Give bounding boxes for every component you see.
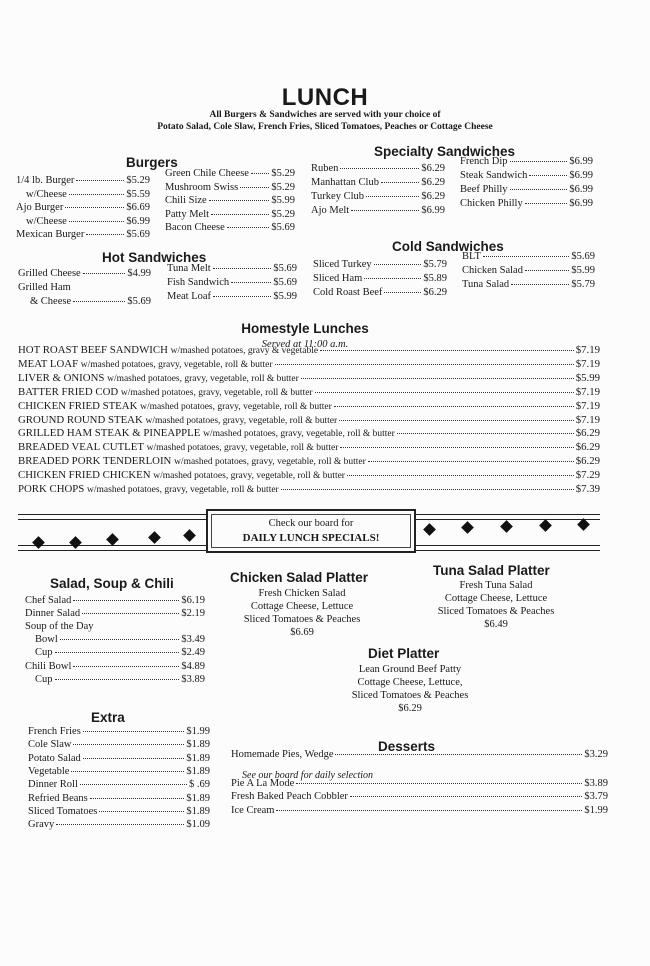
item-name: BREADED VEAL CUTLET [18,441,144,454]
dessert-item: Homemade Pies, Wedge $3.29 [231,749,608,760]
chicken-platter-desc: Fresh Chicken Salad Cottage Cheese, Lettuce Sliced Tomatoes & Peaches $6.69 [243,588,361,638]
homestyle-item [18,358,600,370]
item-price: $1.89 [186,792,210,804]
item-price: $1.09 [186,819,210,831]
item-name: Tuna Salad [462,279,510,290]
item-name: CHICKEN FRIED STEAK [18,399,138,412]
item-name: Sliced Ham [313,273,363,284]
homestyle-item [18,344,600,356]
item-price: $1.89 [186,739,210,751]
item-price: $1.89 [186,805,210,817]
salad-heading: Salad, Soup & Chili [50,576,174,591]
item-price: $5.99 [273,291,297,302]
item-desc: w/mashed potatoes, gravy, vegetable, roll & butter [107,373,299,384]
menu-item [25,608,205,619]
menu-item [460,170,593,181]
item-price: $7.19 [575,385,600,398]
menu-item [462,251,595,262]
item-name: Ajo Melt [311,205,350,216]
menu-item [28,766,210,777]
item-price: $1.89 [186,765,210,777]
item-price: $6.69 [126,202,150,214]
item-price: $5.79 [571,279,595,290]
item-price: $5.29 [271,181,295,193]
diet-platter-desc: Lean Ground Beef Patty Cottage Cheese, Lettuce, Sliced Tomatoes & Peaches $6.29 [351,664,469,714]
item-price: $6.29 [421,163,445,174]
item-price: $5.99 [271,195,295,207]
item-price: $7.29 [575,469,600,482]
menu-title: LUNCH [281,84,369,111]
item-desc: w/mashed potatoes, gravy, vegetable, roll & butter [203,429,395,440]
menu-item [28,819,210,830]
item-price: $6.29 [423,287,447,298]
item-name: Chili Size [165,195,207,207]
item-name: Pie A La Mode [231,778,295,789]
homestyle-item [18,469,600,481]
diamond-icon [500,520,513,533]
item-name: Mexican Burger [16,229,85,241]
item-name: Chili Bowl [25,660,72,672]
homestyle-item [18,427,600,439]
item-price: $3.89 [181,673,205,685]
item-price: $6.29 [421,177,445,188]
item-name: MEAT LOAF [18,357,79,370]
homestyle-served: Served at 11:00 a.m. [261,339,349,350]
item-price: $5.29 [271,208,295,220]
item-name: Dinner Roll [28,779,78,791]
homestyle-item [18,441,600,453]
item-price: $5.69 [126,229,150,241]
item-name: Chicken Philly [460,198,523,209]
item-name: w/Cheese [26,215,67,227]
item-price: $ .69 [189,779,210,791]
item-price: $6.19 [181,595,205,606]
item-name: Cole Slaw [28,739,72,751]
item-desc: w/mashed potatoes, gravy, vegetable, roll & butter [87,485,279,495]
item-name: Tuna Melt [167,263,211,274]
item-price: $6.29 [575,455,600,468]
item-name: PORK CHOPS [18,483,85,495]
item-name: Patty Melt [165,208,210,220]
menu-item [167,263,297,274]
menu-item [165,182,295,193]
item-name: Bowl [35,634,58,646]
menu-item [26,216,150,227]
diamond-icon [577,518,590,531]
diamond-icon [69,536,82,549]
menu-item [35,634,205,645]
menu-item [460,184,593,195]
item-name: Cup [35,647,53,659]
menu-item [28,753,210,764]
item-name: & Cheese [30,296,72,307]
item-name: BLT [462,251,481,262]
homestyle-heading: Homestyle Lunches [241,321,369,336]
item-price: $6.99 [569,198,593,209]
item-price: $1.99 [584,804,608,816]
item-name: GROUND ROUND STEAK [18,413,143,426]
item-price: $6.29 [575,441,600,454]
tuna-platter-heading: Tuna Salad Platter [433,563,550,578]
homestyle-item [18,483,600,495]
item-price: $5.69 [273,263,297,274]
item-price: $5.69 [571,251,595,262]
menu-item [313,259,447,270]
item-price: $5.99 [575,371,600,384]
item-price: $4.99 [127,268,151,279]
item-price: $1.89 [186,752,210,764]
item-name: GRILLED HAM STEAK & PINEAPPLE [18,427,201,440]
menu-subtitle-line2: Potato Salad, Cole Slaw, French Fries, Sliced Tomatoes, Peaches or Cottage Cheese [157,122,493,132]
menu-item [35,674,205,685]
item-name: HOT ROAST BEEF SANDWICH [18,344,168,356]
menu-item [311,191,445,202]
diamond-icon [148,531,161,544]
item-desc: w/mashed potatoes, gravy, vegetable, roll & butter [140,401,332,412]
item-desc: w/mashed potatoes, gravy, vegetable, roll & butter [174,457,366,468]
menu-item [25,621,205,632]
item-price: $6.99 [569,156,593,167]
specials-line2: DAILY LUNCH SPECIALS! [242,532,380,544]
menu-item [30,296,151,307]
daily-specials-box [206,509,416,553]
item-price: $7.19 [575,344,600,356]
item-name: Fresh Baked Peach Cobbler [231,791,348,803]
item-price: $3.49 [181,634,205,646]
item-price: $6.99 [126,215,150,227]
item-name: Gravy [28,819,55,831]
item-name: Cold Roast Beef [313,287,383,298]
item-price: $5.29 [126,175,150,186]
item-name: Cup [35,673,53,685]
hot-heading: Hot Sandwiches [102,250,207,265]
menu-item [165,168,295,179]
menu-item [460,156,593,167]
item-name: Sliced Tomatoes [28,805,98,817]
item-name: w/Cheese [26,188,67,200]
item-name: Bacon Cheese [165,222,225,234]
item-name: 1/4 lb. Burger [16,175,75,186]
diamond-icon [539,519,552,532]
item-price: $5.69 [127,296,151,307]
item-name: BATTER FRIED COD [18,385,119,398]
menu-item [167,277,297,288]
item-name: Soup of the Day [25,621,94,633]
menu-item [16,202,150,213]
item-name: Green Chile Cheese [165,168,249,179]
menu-item [311,163,445,174]
menu-item [16,229,150,240]
item-name: CHICKEN FRIED CHICKEN [18,469,151,482]
menu-item [231,791,608,802]
item-price: $6.29 [575,427,600,440]
item-price: $5.79 [423,259,447,270]
menu-item [313,287,447,298]
item-name: Vegetable [28,765,70,777]
item-price: $4.89 [181,660,205,672]
homestyle-item [18,414,600,426]
item-price: $3.89 [584,778,608,789]
specialty-heading: Specialty Sandwiches [374,144,516,159]
desserts-heading: Desserts [378,739,436,754]
menu-item [28,779,210,790]
item-name: Mushroom Swiss [165,181,239,193]
item-price: $6.99 [569,170,593,181]
item-price: $6.99 [569,184,593,195]
item-name: Meat Loaf [167,291,212,302]
menu-item [165,222,295,233]
diamond-icon [106,533,119,546]
menu-subtitle-line1: All Burgers & Sandwiches are served with your choice of [209,110,441,120]
item-price: $3.79 [584,791,608,803]
extra-heading: Extra [91,710,125,725]
item-price: $6.29 [421,191,445,202]
menu-item [231,805,608,816]
item-name: Chicken Salad [462,265,523,276]
item-price: $2.49 [181,647,205,659]
item-name: Ajo Burger [16,202,64,214]
item-price: $7.39 [575,483,600,495]
menu-item [35,647,205,658]
cold-heading: Cold Sandwiches [392,239,504,254]
item-name: Potato Salad [28,752,81,764]
menu-item [313,273,447,284]
item-desc: w/mashed potatoes, gravy & vegetable [170,346,319,356]
menu-item [165,209,295,220]
item-name: Chef Salad [25,595,72,606]
menu-item [311,205,445,216]
menu-item [16,175,150,186]
menu-item [311,177,445,188]
item-name: Fish Sandwich [167,277,230,288]
item-price: $2.19 [181,608,205,620]
menu-item [462,265,595,276]
item-price: $7.19 [575,357,600,370]
item-name: Ruben [311,163,339,174]
item-price: $5.59 [126,188,150,200]
menu-item [26,189,150,200]
item-price: $5.69 [273,277,297,288]
specials-line1: Check our board for [268,518,354,529]
item-desc: w/mashed potatoes, gravy, vegetable, roll & butter [146,443,339,454]
menu-item [28,726,210,737]
item-price: $6.99 [421,205,445,216]
menu-item [460,198,593,209]
homestyle-item [18,372,600,384]
item-name: Grilled Cheese [18,268,81,279]
chicken-platter-heading: Chicken Salad Platter [230,570,369,585]
diamond-icon [32,536,45,549]
homestyle-item [18,400,600,412]
diamond-icon [423,523,436,536]
burgers-heading: Burgers [126,155,178,170]
item-name: Refried Beans [28,792,88,804]
item-name: French Dip [460,156,508,167]
menu-item [25,595,205,606]
homestyle-item [18,455,600,467]
menu-item [462,279,595,290]
menu-item [165,195,295,206]
menu-item [18,268,151,279]
homestyle-item [18,386,600,398]
item-name: Sliced Turkey [313,259,372,270]
menu-item [231,778,608,789]
item-name: Dinner Salad [25,608,81,620]
item-name: BREADED PORK TENDERLOIN [18,455,172,468]
item-desc: w/mashed potatoes, gravy, vegetable, roll & butter [153,471,345,482]
item-price: $5.29 [271,168,295,179]
menu-item [167,291,297,302]
item-price: $7.19 [575,399,600,412]
dessert-pies-note: See our board for daily selection [242,770,373,781]
diet-platter-heading: Diet Platter [368,646,440,661]
item-name: Beef Philly [460,184,508,195]
item-price: $5.99 [571,265,595,276]
item-name: Turkey Club [311,191,364,202]
tuna-platter-desc: Fresh Tuna Salad Cottage Cheese, Lettuce Sliced Tomatoes & Peaches $6.49 [437,580,555,630]
menu-item [28,806,210,817]
item-price: $1.99 [186,726,210,737]
diamond-icon [183,529,196,542]
item-price: $5.89 [423,273,447,284]
item-desc: w/mashed potatoes, gravy, vegetable, roll & butter [80,359,273,370]
item-name: Manhattan Club [311,177,379,188]
item-price: $7.19 [575,413,600,426]
diamond-icon [461,521,474,534]
menu-item [25,661,205,672]
item-name: Grilled Ham [18,282,71,293]
menu-item [28,739,210,750]
item-desc: w/mashed potatoes, gravy, vegetable, roll & butter [145,415,338,426]
item-name: French Fries [28,726,81,737]
menu-item [18,282,151,293]
item-name: LIVER & ONIONS [18,371,105,384]
item-desc: w/mashed potatoes, gravy, vegetable, roll & butter [120,387,313,398]
item-price: $5.69 [271,222,295,234]
item-name: Ice Cream [231,804,275,816]
menu-item [28,793,210,804]
item-name: Steak Sandwich [460,170,528,181]
